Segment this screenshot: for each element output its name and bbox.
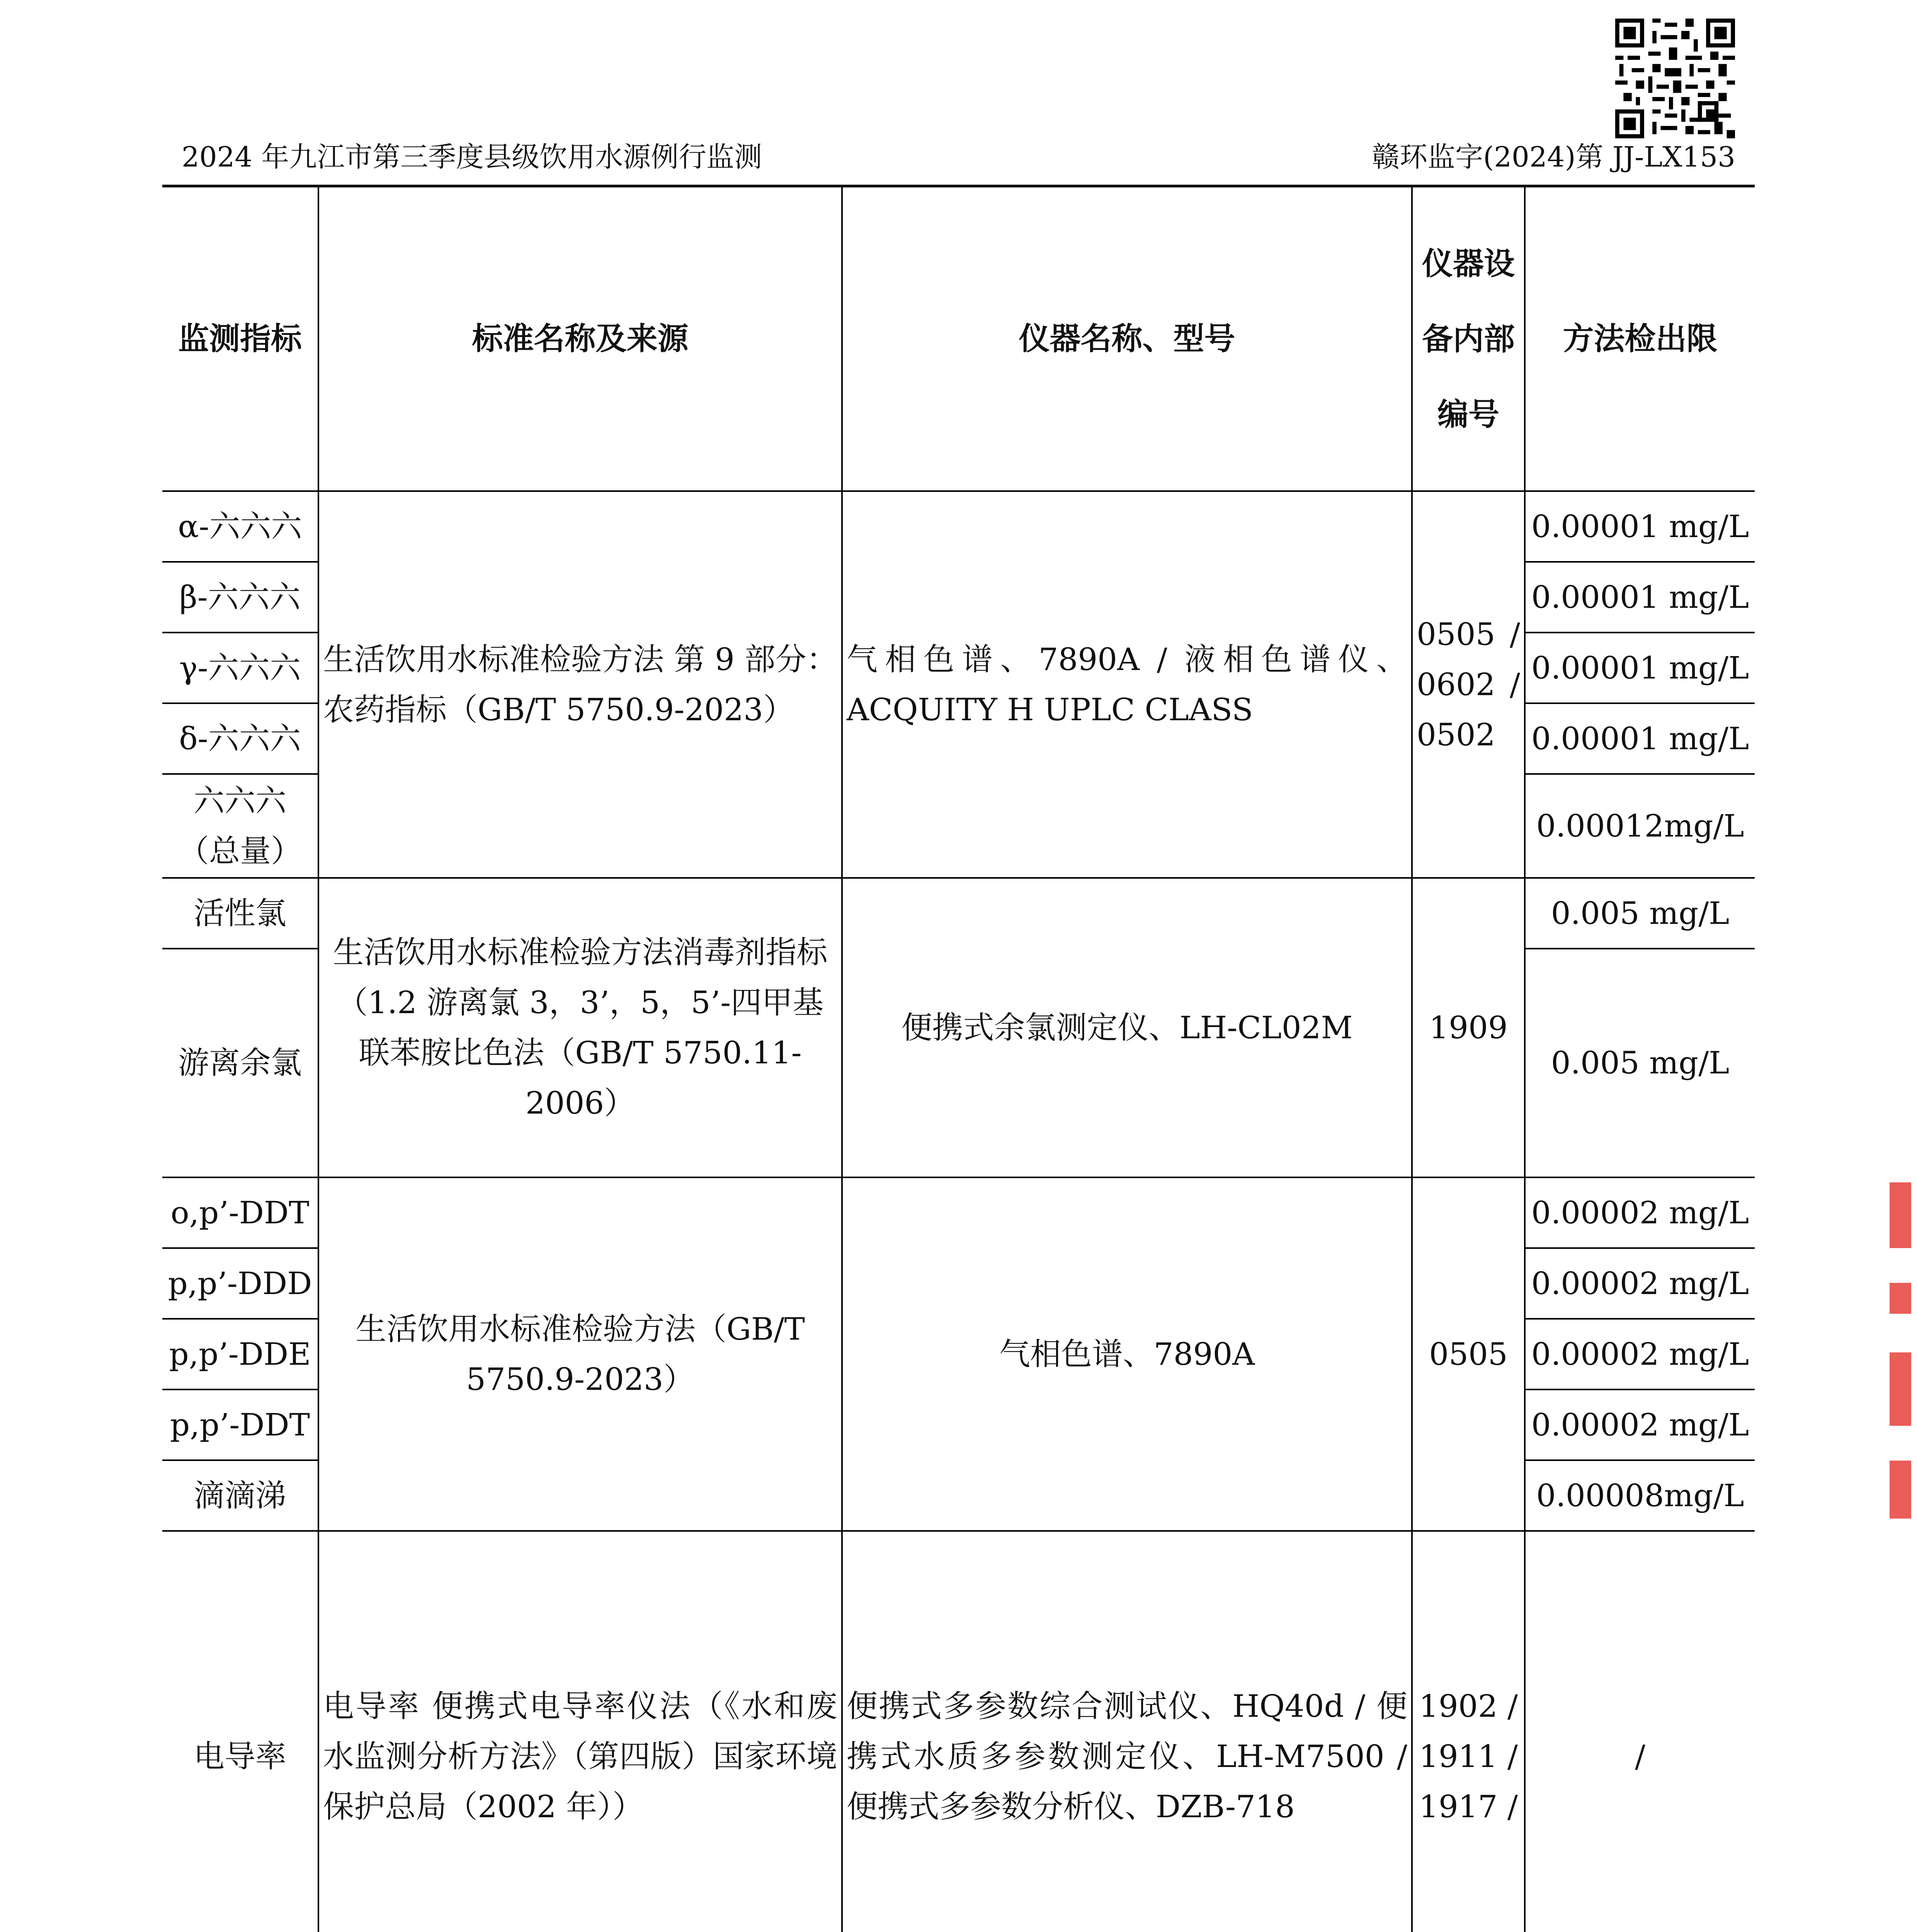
detection-limit-cell: 0.00012mg/L (1525, 774, 1755, 878)
indicator-cell: 滴滴涕 (162, 1460, 318, 1531)
detection-limit-cell: 0.00002 mg/L (1525, 1389, 1755, 1460)
table-row (162, 1531, 1755, 1932)
indicator-cell: 游离余氯 (162, 949, 318, 1177)
detection-limit-cell: / (1525, 1531, 1755, 1932)
device-id-cell: 1902 / 1911 / 1917 / (1412, 1531, 1525, 1932)
detection-limit-cell: 0.00002 mg/L (1525, 1319, 1755, 1389)
indicator-cell: γ-六六六 (162, 633, 318, 703)
standard-cell: 生活饮用水标准检验方法 第 9 部分：农药指标（GB/T 5750.9-2023） (318, 491, 842, 878)
device-id-cell: 1909 (1412, 878, 1525, 1177)
col-header-indicator: 监测指标 (162, 187, 318, 491)
indicator-cell: o,p’-DDT (162, 1177, 318, 1248)
report-number: 赣环监字(2024)第 JJ-LX153 (1372, 141, 1735, 173)
standard-cell: 生活饮用水标准检验方法（GB/T 5750.9-2023） (318, 1177, 842, 1531)
detection-limit-cell: 0.00002 mg/L (1525, 1177, 1755, 1248)
method-table (162, 186, 1755, 1932)
detection-limit-cell: 0.005 mg/L (1525, 949, 1755, 1177)
indicator-cell: p,p’-DDT (162, 1389, 318, 1460)
table-row (162, 491, 1755, 562)
detection-limit-cell: 0.00002 mg/L (1525, 1248, 1755, 1319)
indicator-cell: 电导率 (162, 1531, 318, 1932)
instrument-cell: 便携式多参数综合测试仪、HQ40d / 便携式水质多参数测定仪、LH-M7500 / 便携式多参数分析仪、DZB-718 (842, 1531, 1412, 1932)
detection-limit-cell: 0.00001 mg/L (1525, 633, 1755, 703)
col-header-detection-limit: 方法检出限 (1525, 187, 1755, 491)
indicator-cell: δ-六六六 (162, 703, 318, 774)
detection-limit-cell: 0.00001 mg/L (1525, 703, 1755, 774)
table-row (162, 1177, 1755, 1248)
qr-code-icon (1615, 19, 1735, 138)
instrument-cell: 气相色谱、7890A (842, 1177, 1412, 1531)
col-header-instrument: 仪器名称、型号 (842, 187, 1412, 491)
detection-limit-cell: 0.005 mg/L (1525, 878, 1755, 949)
table-row (162, 878, 1755, 949)
col-header-standard: 标准名称及来源 (318, 187, 842, 491)
seal-stamp-icon (1890, 1182, 1913, 1522)
device-id-cell: 0505 (1412, 1177, 1525, 1531)
device-id-cell: 0505 / 0602 / 0502 (1412, 491, 1525, 878)
indicator-cell: p,p’-DDE (162, 1319, 318, 1389)
indicator-cell: 六六六（总量） (162, 774, 318, 878)
detection-limit-cell: 0.00001 mg/L (1525, 491, 1755, 562)
indicator-cell: β-六六六 (162, 562, 318, 633)
standard-cell: 生活饮用水标准检验方法消毒剂指标（1.2 游离氯 3，3’，5，5’-四甲基联苯胺比色法（GB/T 5750.11-2006） (318, 878, 842, 1177)
indicator-cell: 活性氯 (162, 878, 318, 949)
page-header (182, 139, 1735, 178)
table-header-row (162, 187, 1755, 491)
instrument-cell: 气相色谱、7890A / 液相色谱仪、ACQUITY H UPLC CLASS (842, 491, 1412, 878)
col-header-device-id: 仪器设备内部编号 (1412, 187, 1525, 491)
instrument-cell: 便携式余氯测定仪、LH-CL02M (842, 878, 1412, 1177)
indicator-cell: α-六六六 (162, 491, 318, 562)
detection-limit-cell: 0.00008mg/L (1525, 1460, 1755, 1531)
report-title: 2024 年九江市第三季度县级饮用水源例行监测 (182, 141, 762, 173)
indicator-cell: p,p’-DDD (162, 1248, 318, 1319)
standard-cell: 电导率 便携式电导率仪法（《水和废水监测分析方法》（第四版）国家环境保护总局（2002 年）） (318, 1531, 842, 1932)
detection-limit-cell: 0.00001 mg/L (1525, 562, 1755, 633)
